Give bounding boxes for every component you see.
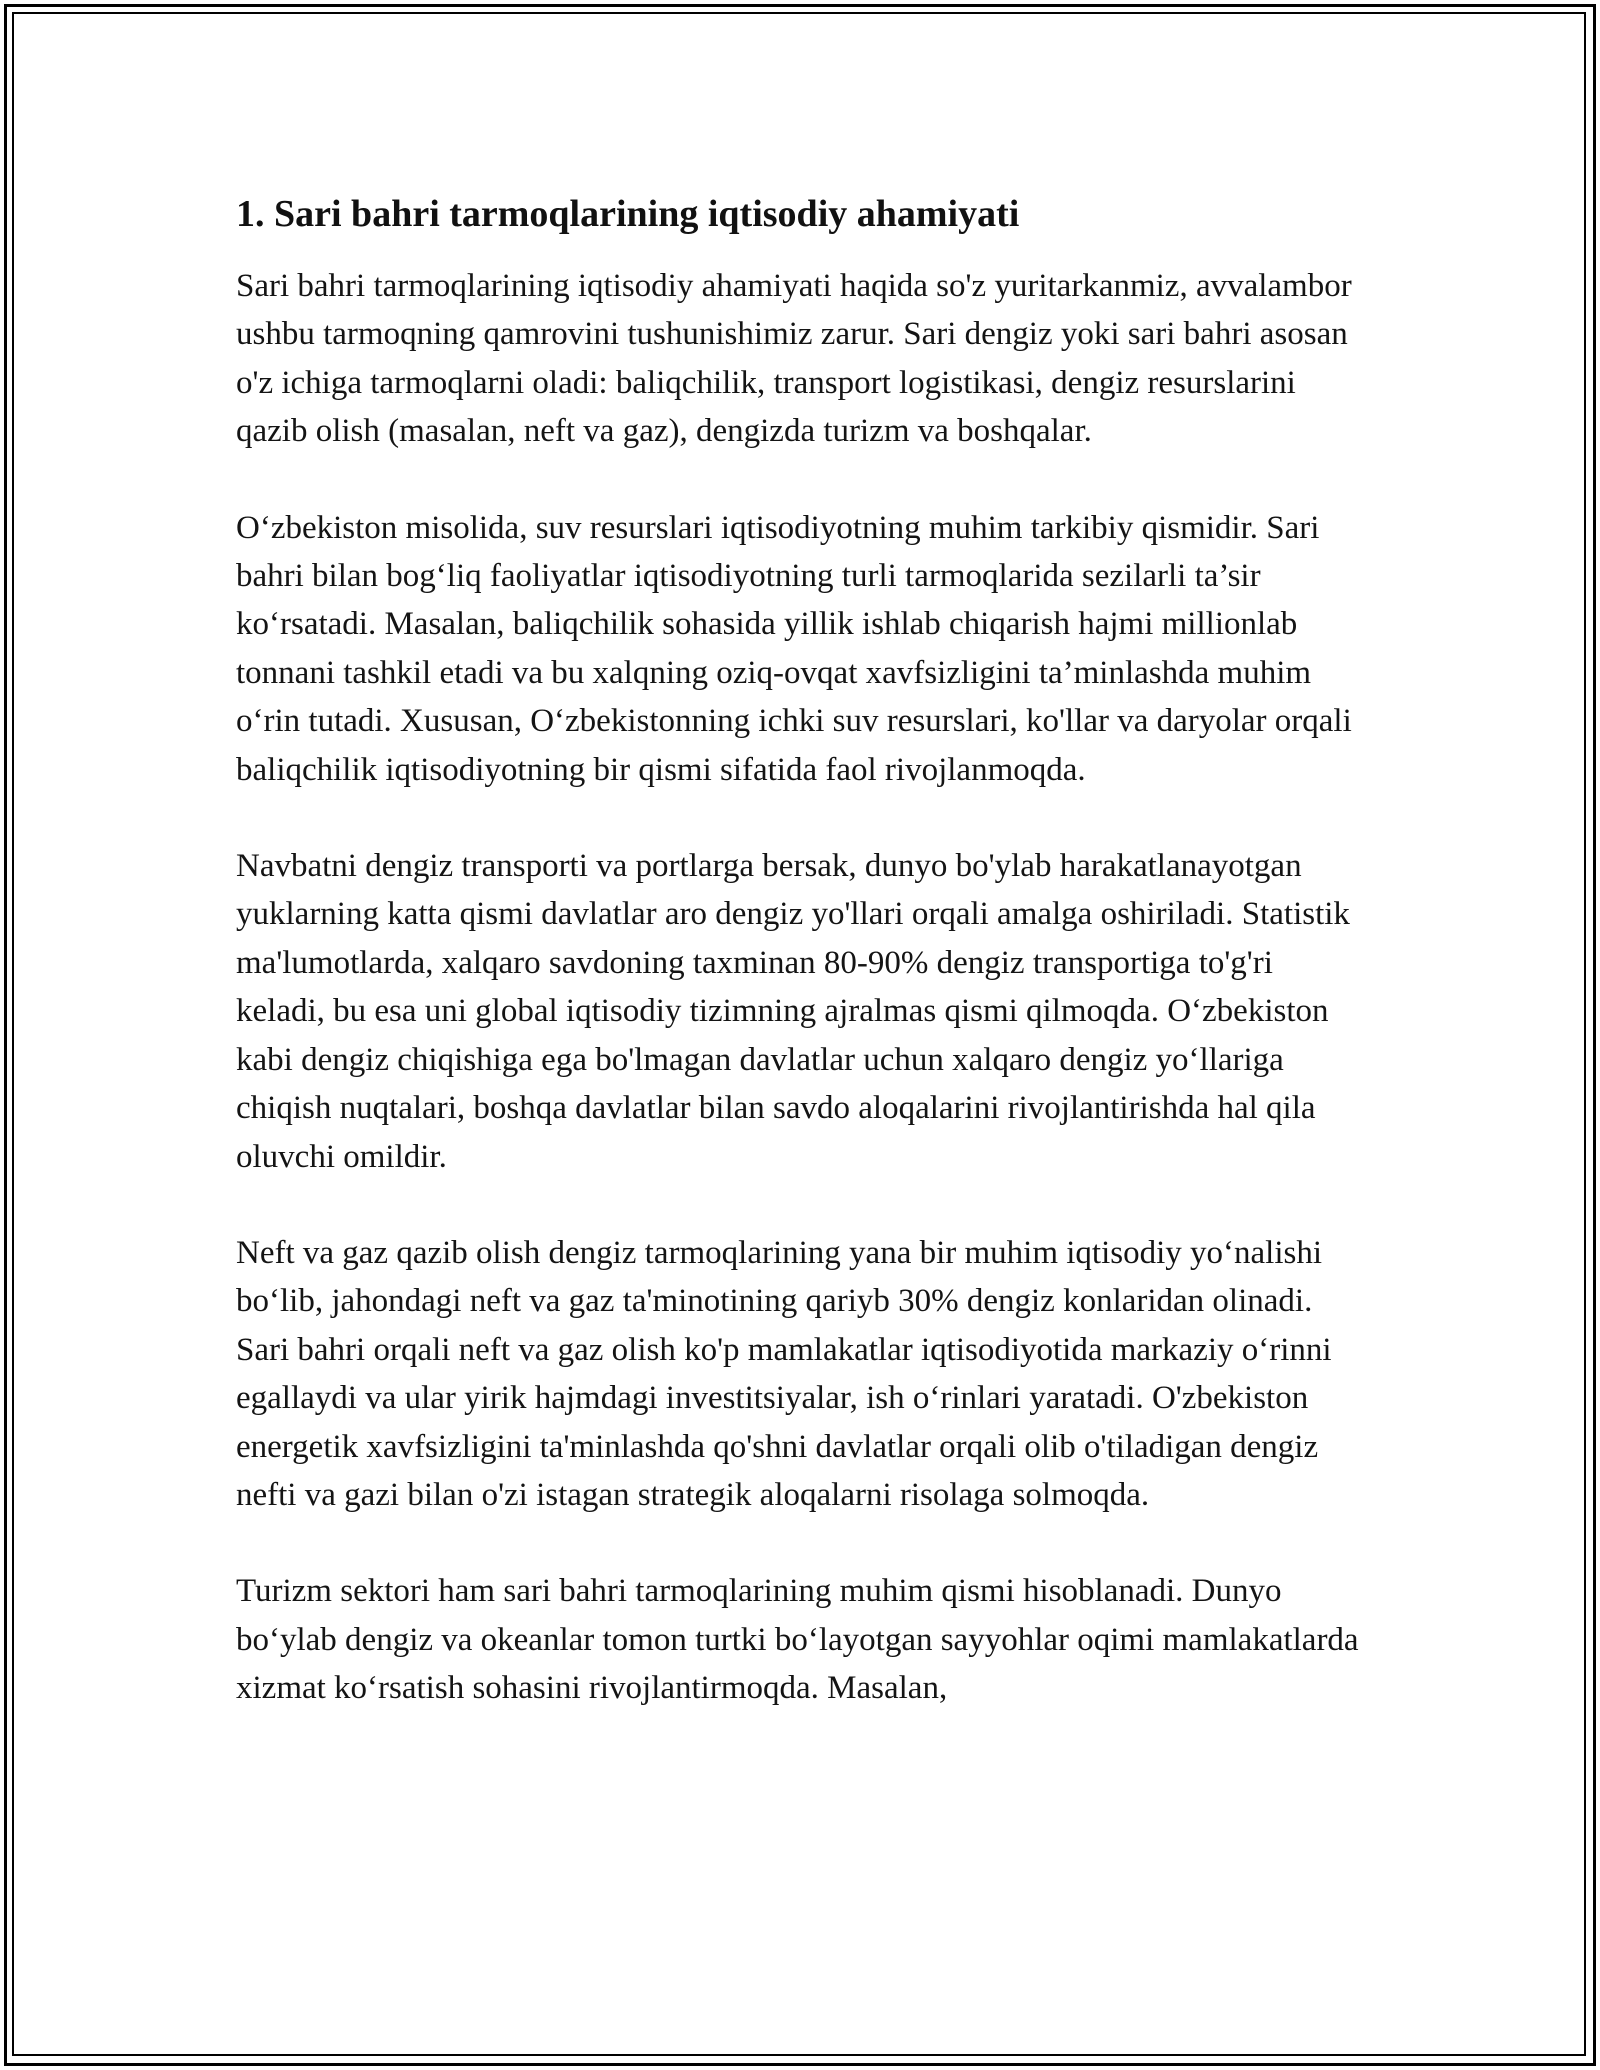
document-body [236,188,1366,1761]
paragraph-overview: Sari bahri tarmoqlarining iqtisodiy ahamiyati haqida so'z yuritarkanmiz, avvalambor ushbu tarmoqning qamrovini tushunishimiz zarur. Sari dengiz yoki sari bahri asosan o'z ichiga tarmoqlarni oladi: baliqchilik, transport logistikasi, dengiz resurslarini qazib olish (masalan, neft va gaz), dengizda turizm va boshqalar. [236,268,1352,450]
paragraph-uzbekistan-fishing: O‘zbekiston misolida, suv resurslari iqtisodiyotning muhim tarkibiy qismidir. Sari bahri bilan bog‘liq faoliyatlar iqtisodiyotning turli tarmoqlarida sezilarli ta’sir ko‘rsatadi. Masalan, baliqchilik sohasida yillik ishlab chiqarish hajmi millionlab tonnani tashkil etadi va bu xalqning oziq-ovqat xavfsizligini ta’minlashda muhim o‘rin tutadi. Xususan, O‘zbekistonning ichki suv resurslari, ko'llar va daryolar orqali baliqchilik iqtisodiyotning bir qismi sifatida faol rivojlanmoqda. [236,509,1352,788]
paragraph-oil-gas: Neft va gaz qazib olish dengiz tarmoqlarining yana bir muhim iqtisodiy yo‘nalishi bo‘lib, jahondagi neft va gaz ta'minotining qariyb 30% dengiz konlaridan olinadi. Sari bahri orqali neft va gaz olish ko'p mamlakatlar iqtisodiyotida markaziy o‘rinni egallaydi va ular yirik hajmdagi investitsiyalar, ish o‘rinlari yaratadi. O'zbekiston energetik xavfsizligini ta'minlashda qo'shni davlatlar orqali olib o'tiladigan dengiz nefti va gazi bilan o'zi istagan strategik aloqalarni risolaga solmoqda. [236,1234,1332,1513]
section-heading: 1. Sari bahri tarmoqlarining iqtisodiy ahamiyati [236,193,1020,235]
paragraph-tourism: Turizm sektori ham sari bahri tarmoqlarining muhim qismi hisoblanadi. Dunyo bo‘ylab dengiz va okeanlar tomon turtki bo‘layotgan sayyohlar oqimi mamlakatlarda xizmat ko‘rsatish sohasini rivojlantirmoqda. Masalan, [236,1573,1359,1707]
paragraph-sea-transport: Navbatni dengiz transporti va portlarga bersak, dunyo bo'ylab harakatlanayotgan yuklarning katta qismi davlatlar aro dengiz yo'llari orqali amalga oshiriladi. Statistik ma'lumotlarda, xalqaro savdoning taxminan 80-90% dengiz transportiga to'g'ri keladi, bu esa uni global iqtisodiy tizimning ajralmas qismi qilmoqda. O‘zbekiston kabi dengiz chiqishiga ega bo'lmagan davlatlar uchun xalqaro dengiz yo‘llariga chiqish nuqtalari, boshqa davlatlar bilan savdo aloqalarini rivojlantirishda hal qila oluvchi omildir. [236,848,1350,1175]
